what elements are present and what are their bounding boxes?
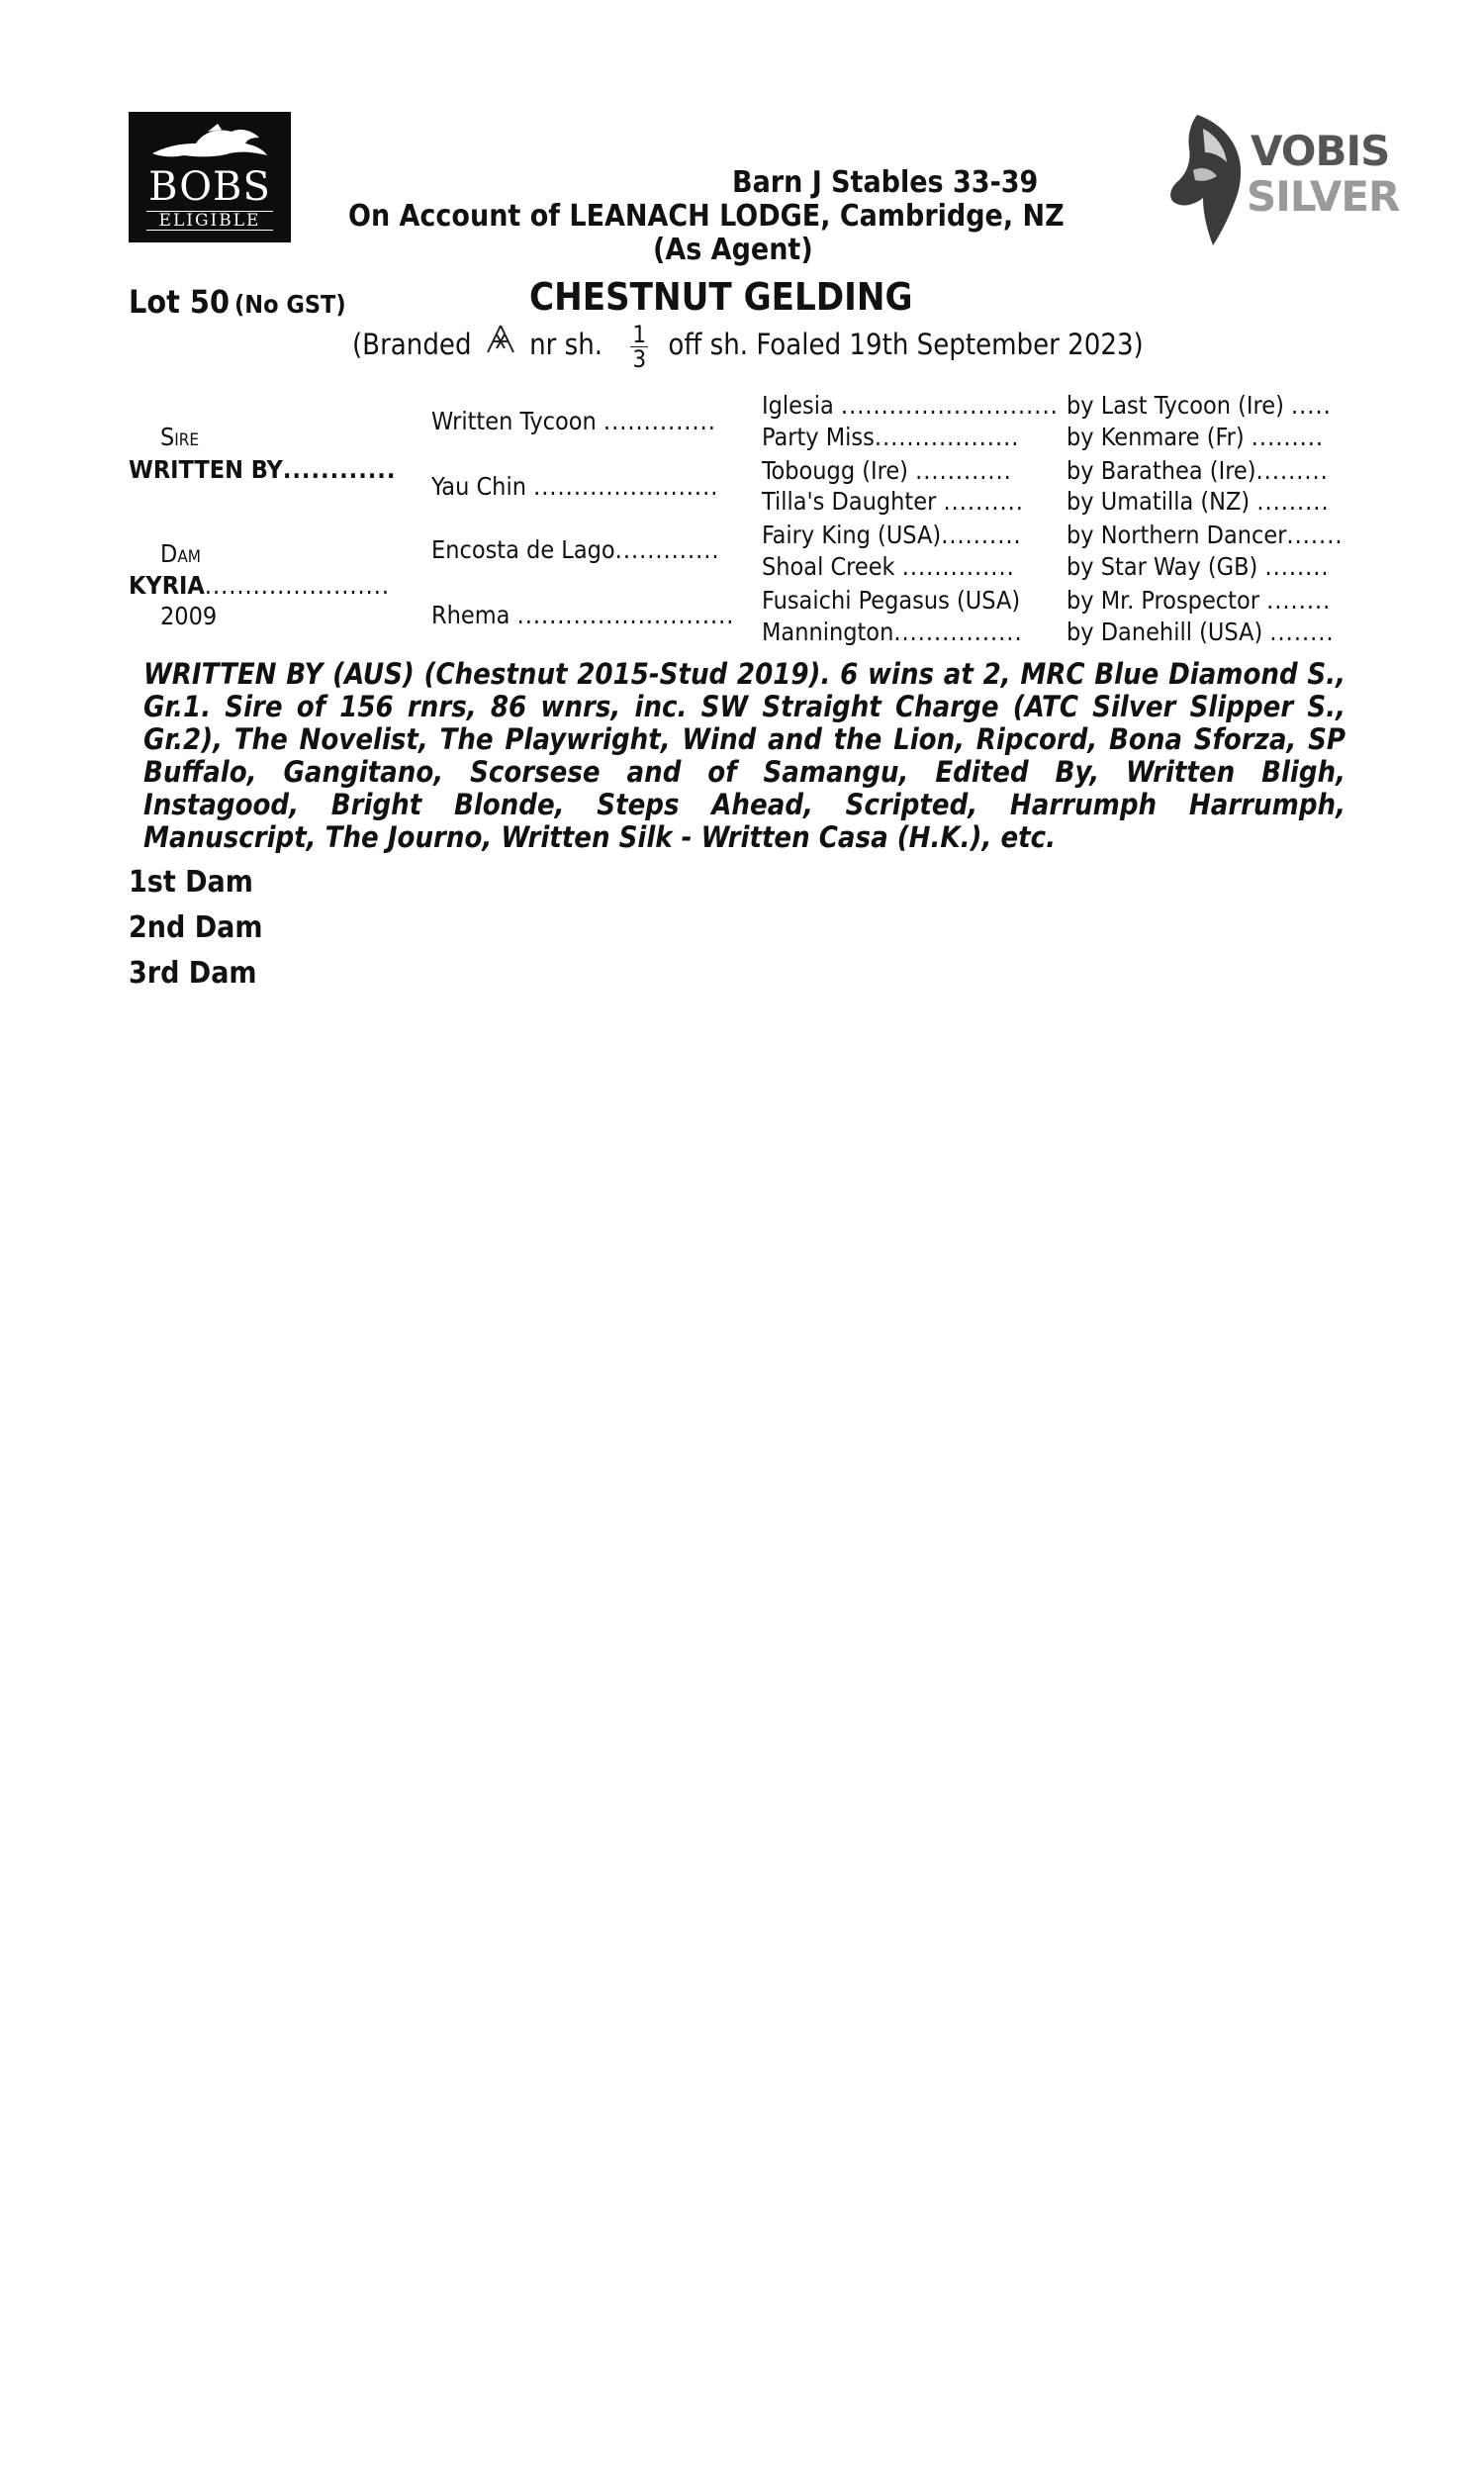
brand-mark-icon — [484, 323, 517, 356]
sire-label-rest: IRE — [174, 430, 200, 450]
pedigree-gen4-1: by Last Tycoon (Ire) ..... — [1067, 391, 1332, 420]
lot-number: Lot 50 (No GST) — [129, 283, 346, 321]
pedigree-gen3-7: Fusaichi Pegasus (USA) — [762, 586, 1021, 615]
catalogue-body — [129, 658, 1360, 991]
pedigree-gen4-5: by Northern Dancer....... — [1067, 521, 1344, 549]
pedigree-gen3-1: Iglesia ........................... — [762, 391, 1059, 420]
brand-foaled-line: (Branded nr sh. $\frac{1}{3}$ off sh. Foaled 19th September 2023) — [352, 320, 1144, 373]
pedigree-gen2-rhema: Rhema ........................... — [431, 601, 735, 629]
horse-title: CHESTNUT GELDING — [529, 275, 913, 319]
pedigree-gen2-yau-chin: Yau Chin ....................... — [431, 472, 719, 501]
sire-label: SIRE — [160, 423, 200, 451]
dam-year: 2009 — [160, 602, 218, 630]
vendor-agent: (As Agent) — [653, 233, 813, 267]
pedigree-gen4-3: by Barathea (Ire)......... — [1067, 456, 1329, 485]
dam-name: KYRIA....................... — [129, 571, 391, 600]
silver-logo-text: SILVER — [1247, 172, 1400, 221]
vendor-account: On Account of LEANACH LODGE, Cambridge, NZ — [348, 199, 1065, 234]
sire-name: WRITTEN BY............ — [129, 455, 397, 484]
brand-fraction-num: 1 — [632, 320, 647, 348]
barn-location: Barn J Stables 33-39 — [732, 165, 1039, 200]
vobis-silver-logo — [1163, 111, 1400, 249]
pedigree-gen3-5: Fairy King (USA).......... — [762, 521, 1022, 549]
pedigree-gen4-2: by Kenmare (Fr) ......... — [1067, 423, 1325, 451]
brand-fraction-den: 3 — [632, 344, 647, 373]
bobs-logo-text: BOBS — [148, 164, 271, 210]
pedigree-gen4-6: by Star Way (GB) ........ — [1067, 552, 1330, 581]
first-dam-heading: 1st Dam — [129, 865, 253, 900]
pedigree-gen3-2: Party Miss.................. — [762, 423, 1020, 451]
dam-label: DAM — [160, 539, 201, 568]
pedigree-gen3-8: Mannington................ — [762, 618, 1023, 646]
pedigree-gen3-3: Tobougg (Ire) ............ — [762, 456, 1012, 485]
eligible-logo-text: ELIGIBLE — [146, 211, 273, 231]
bobs-eligible-logo — [129, 112, 291, 242]
pedigree-gen4-4: by Umatilla (NZ) ......... — [1067, 487, 1330, 516]
dam-label-rest: AM — [177, 547, 201, 567]
third-dam-heading: 3rd Dam — [129, 956, 257, 991]
pedigree-gen2-encosta-de-lago: Encosta de Lago............. — [431, 535, 720, 564]
pedigree-gen4-7: by Mr. Prospector ........ — [1067, 586, 1332, 615]
horse-rider-icon — [148, 124, 271, 163]
second-dam-heading: 2nd Dam — [129, 910, 263, 945]
sire-caption: WRITTEN BY (AUS) (Chestnut 2015-Stud 2019). 6 wins at 2, MRC Blue Diamond S., Gr.1. Sire of 156 rnrs, 86 wnrs, inc. SW Straight Charge (ATC Silver Slipper S., Gr.2), The Novelist, The Playwright, Wind and the Lion, Ripcord, Bona Sforza, SP Buffalo, Gangitano, Scorsese and of Samangu, Edited By, Written Bligh, Instagood, Bright Blonde, Steps Ahead, Scripted, Harrumph Harrumph, Manuscript, The Journo, Written Silk - Written Casa (H.K.), etc. — [143, 657, 1345, 854]
pedigree-gen3-6: Shoal Creek .............. — [762, 552, 1015, 581]
pedigree-gen2-written-tycoon: Written Tycoon .............. — [431, 407, 716, 435]
pedigree-gen4-8: by Danehill (USA) ........ — [1067, 618, 1335, 646]
vobis-logo-text: VOBIS — [1251, 127, 1390, 175]
pedigree-gen3-4: Tilla's Daughter .......... — [762, 487, 1024, 516]
